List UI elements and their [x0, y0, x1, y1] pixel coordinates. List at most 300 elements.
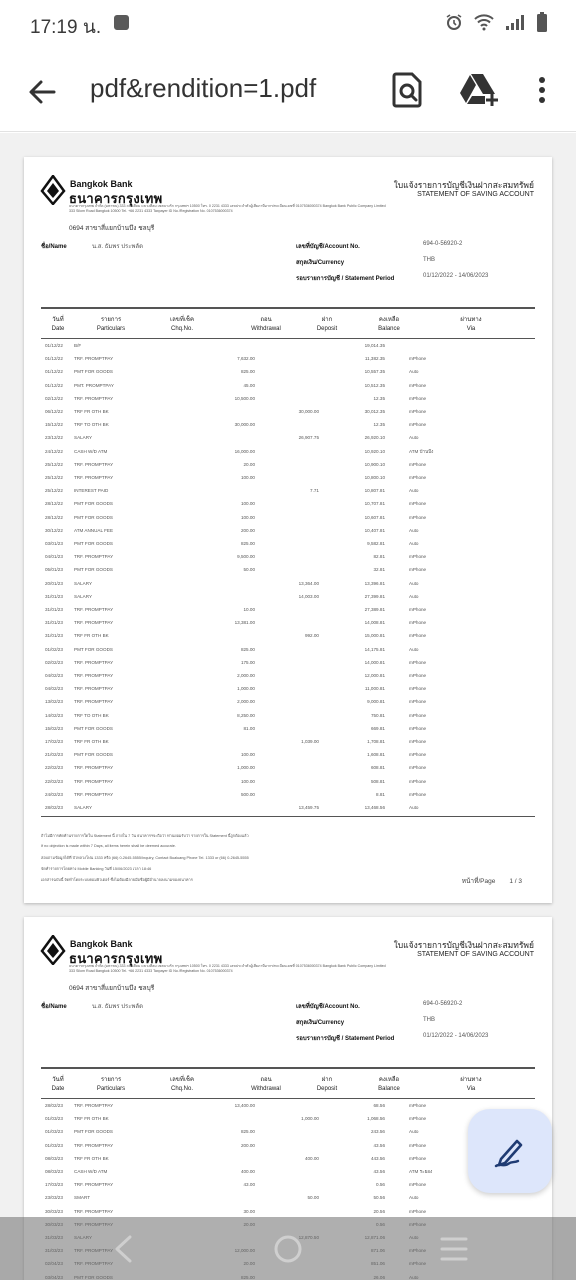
row-date: 01/02/23 — [45, 646, 63, 652]
row-balance: 10,407.81 — [364, 527, 385, 533]
row-via: mPhone — [409, 501, 427, 507]
row-date: 22/02/23 — [45, 778, 63, 784]
row-particulars: TRF. PROMPTPAY — [74, 554, 114, 560]
row-via: mPhone — [409, 659, 427, 665]
row-via: mPhone — [409, 409, 427, 414]
row-date: 20/01/23 — [45, 580, 63, 586]
row-deposit: 26,907.75 — [298, 435, 319, 441]
status-time: 17:19 น. — [30, 17, 102, 38]
row-particulars: B/F — [74, 343, 82, 348]
row-date: 28/02/23 — [45, 805, 63, 810]
bank-logo-icon — [40, 935, 66, 965]
table-row — [41, 538, 535, 551]
row-date: 25/12/22 — [45, 488, 63, 494]
row-withdrawal: 825.00 — [240, 541, 255, 546]
signal-icon — [505, 13, 525, 31]
col-bal-th: คงเหลือ — [378, 317, 400, 323]
row-date: 04/02/23 — [45, 673, 63, 678]
row-date: 30/12/22 — [45, 527, 63, 533]
row-withdrawal: 20.00 — [243, 461, 255, 467]
col-dep-th: ฝาก — [321, 317, 333, 323]
row-via: mPhone — [409, 514, 427, 520]
row-balance: 1,608.81 — [367, 752, 385, 758]
account-label: เลขที่บัญชี/Account No. — [296, 1004, 360, 1010]
row-via: Auto — [409, 805, 419, 810]
row-particulars: TRF. PROMPTPAY — [74, 1103, 114, 1108]
row-via: mPhone — [409, 422, 427, 428]
table-row — [41, 1179, 535, 1192]
col-wd-th: ถอน — [260, 1077, 272, 1083]
row-date: 28/12/22 — [45, 514, 63, 520]
row-particulars: INTEREST PAID — [74, 488, 109, 494]
row-date: 28/02/23 — [45, 1103, 63, 1108]
table-row — [41, 485, 535, 498]
table-row — [41, 1126, 535, 1139]
table-row — [41, 657, 535, 670]
nav-back-icon[interactable] — [110, 1234, 138, 1264]
row-balance: 1,708.81 — [367, 739, 385, 744]
row-via: Auto — [409, 593, 419, 599]
row-particulars: PMT FOR GOODS — [74, 725, 113, 731]
row-deposit: 992.00 — [304, 633, 319, 639]
row-balance: 443.56 — [370, 1155, 385, 1161]
row-balance: 43.56 — [373, 1142, 385, 1148]
currency-label: สกุลเงิน/Currency — [296, 260, 345, 266]
row-via: Auto — [409, 1129, 419, 1135]
app-toolbar — [0, 48, 576, 132]
row-deposit: 13,459.75 — [298, 805, 319, 810]
row-withdrawal: 100.00 — [240, 501, 255, 507]
row-withdrawal: 200.00 — [240, 527, 255, 533]
bank-logo-icon — [40, 175, 66, 205]
row-date: 01/12/22 — [45, 369, 63, 375]
row-particulars: TRF. PROMPTPAY — [74, 791, 114, 797]
row-deposit: 50.00 — [307, 1195, 319, 1201]
row-particulars: TRF. PROMPTPAY — [74, 765, 114, 771]
row-via: mPhone — [409, 395, 427, 401]
col-via-en: Via — [466, 1086, 476, 1092]
bank-address: ธนาคารกรุงเทพ จำกัด (มหาชน) 333 ถนนสีลม แขวงสีลม เขตบางรัก กรุงเทพฯ 10500 โทร. 0 2231 4333 เลขประจำตัวผู้เสียภาษีอากร/ทะเบียนเลขที่ 0107536000374 Bangkok Bank Public Company Limited 333 Silom Road Bangkok 10500 Tel. +66 2231 4333 Taxpayer ID No./Registration No. 0107536000374 — [69, 964, 386, 973]
row-particulars: TRF. PROMPTPAY — [74, 659, 114, 665]
alarm-icon — [445, 13, 463, 31]
row-balance: 750.81 — [370, 712, 385, 718]
row-withdrawal: 825.00 — [240, 646, 255, 652]
row-date: 31/01/23 — [45, 607, 63, 612]
table-row — [41, 446, 535, 459]
pen-edit-icon — [493, 1133, 527, 1169]
bank-name-th: ธนาคารกรุงเทพ — [69, 951, 163, 966]
row-withdrawal: 1,000.00 — [237, 765, 255, 771]
row-date: 30/03/23 — [45, 1208, 63, 1214]
row-balance: 10,920.10 — [364, 448, 385, 454]
row-particulars: PMT FOR GOODS — [74, 541, 113, 546]
row-date: 17/03/23 — [45, 1182, 63, 1188]
row-particulars: TRF FR OTH BK — [74, 633, 109, 639]
row-balance: 82.81 — [373, 554, 385, 560]
notification-icon — [114, 15, 129, 30]
col-bal-en: Balance — [378, 326, 400, 332]
statement-title-th: ใบแจ้งรายการบัญชีเงินฝากสะสมทรัพย์ — [393, 180, 534, 190]
col-date-en: Date — [51, 1086, 65, 1092]
table-row — [41, 578, 535, 591]
col-bal-th: คงเหลือ — [378, 1077, 400, 1083]
row-particulars: CASH W/D ATM — [74, 448, 108, 454]
row-particulars: TRF FR OTH BK — [74, 1155, 109, 1161]
col-wd-en: Withdrawal — [251, 326, 281, 332]
col-chq-en: Chq.No. — [170, 326, 193, 332]
row-via: mPhone — [409, 1116, 427, 1122]
row-date: 06/12/22 — [45, 409, 63, 414]
table-top-rule — [41, 307, 535, 309]
row-balance: 11,382.35 — [364, 356, 385, 362]
table-row — [41, 1140, 535, 1153]
row-particulars: TRF. PROMPTPAY — [74, 1142, 114, 1148]
table-row — [41, 340, 535, 353]
annotate-button[interactable] — [468, 1109, 552, 1193]
row-particulars: TRF. PROMPTPAY — [74, 607, 114, 612]
col-bal-en: Balance — [378, 1086, 400, 1092]
row-balance: 26,920.10 — [364, 435, 385, 441]
table-row — [41, 696, 535, 709]
row-particulars: TRF. PROMPTPAY — [74, 395, 114, 401]
row-particulars: TRF. PROMPTPAY — [74, 1182, 114, 1188]
row-date: 25/12/22 — [45, 475, 63, 480]
row-particulars: TRF. PROMPTPAY — [74, 686, 114, 692]
wifi-icon — [474, 13, 494, 31]
row-withdrawal: 100.00 — [240, 778, 255, 784]
row-balance: 10,557.35 — [364, 369, 385, 375]
row-via: mPhone — [409, 699, 427, 705]
row-particulars: PMT FOR GOODS — [74, 501, 113, 507]
table-row — [41, 406, 535, 419]
row-particulars: PMT FOR GOODS — [74, 1129, 113, 1135]
row-via: mPhone — [409, 607, 427, 612]
row-via: mPhone — [409, 1208, 427, 1214]
footer-line: จัดทำรายการโดยทาง Mobile Banking วันที่ 15/06/2023 เวลา 18:46 — [41, 867, 152, 871]
row-date: 22/02/23 — [45, 765, 63, 771]
period-value: 01/12/2022 - 14/06/2023 — [423, 273, 489, 279]
row-via: Auto — [409, 646, 419, 652]
period-value: 01/12/2022 - 14/06/2023 — [423, 1033, 489, 1039]
row-withdrawal: 200.00 — [240, 1142, 255, 1148]
row-particulars: TRF. PROMPTPAY — [74, 778, 114, 784]
row-balance: 12,000.81 — [364, 673, 385, 678]
col-via-th: ผ่านทาง — [460, 1077, 482, 1083]
col-wd-th: ถอน — [260, 317, 272, 323]
add-to-drive-icon[interactable] — [458, 70, 500, 110]
row-date: 25/12/22 — [45, 461, 63, 467]
footer-line: ถ้าไม่มีการคัดค้านรายการใดใน Statement นี้ ภายใน 7 วัน ธนาคารฯจะถือว่า ท่านยอมรับว่า รายการใน Statement นี้ถูกต้องแล้ว — [41, 834, 249, 838]
row-via: mPhone — [409, 725, 427, 731]
row-balance: 20.56 — [373, 1208, 385, 1214]
row-particulars: PMT FOR GOODS — [74, 514, 113, 520]
row-deposit: 1,039.00 — [301, 739, 319, 744]
row-withdrawal: 7,632.00 — [237, 356, 255, 362]
row-balance: 9,000.81 — [367, 699, 385, 705]
table-row — [41, 380, 535, 393]
row-via: mPhone — [409, 567, 427, 573]
row-particulars: TRF. PROMPTPAY — [74, 356, 114, 362]
row-withdrawal: 2,000.00 — [237, 673, 255, 678]
table-row — [41, 736, 535, 749]
row-withdrawal: 10.00 — [243, 607, 255, 612]
row-via: Auto — [409, 488, 419, 494]
row-particulars: TRF TO OTH BK — [74, 422, 109, 428]
row-date: 08/03/23 — [45, 1169, 63, 1174]
table-row — [41, 644, 535, 657]
table-header-rule — [41, 1098, 535, 1099]
statement-title-en: STATEMENT OF SAVING ACCOUNT — [417, 191, 534, 198]
col-dep-en: Deposit — [316, 326, 338, 332]
status-bar — [0, 0, 576, 48]
row-withdrawal: 100.00 — [240, 475, 255, 480]
row-balance: 12.35 — [373, 395, 385, 401]
row-particulars: CASH W/D ATM — [74, 1169, 108, 1174]
currency-value: THB — [423, 1017, 435, 1023]
currency-label: สกุลเงิน/Currency — [296, 1020, 345, 1026]
row-via: mPhone — [409, 461, 427, 467]
row-withdrawal: 30.00 — [243, 1208, 255, 1214]
row-particulars: SALARY — [74, 580, 93, 586]
row-date: 01/12/22 — [45, 382, 63, 388]
row-particulars: SMART — [74, 1195, 90, 1201]
row-via: mPhone — [409, 752, 427, 758]
row-via: mPhone — [409, 778, 427, 784]
nav-home-icon[interactable] — [272, 1233, 304, 1265]
row-via: mPhone — [409, 673, 427, 678]
row-balance: 13,468.56 — [364, 805, 385, 810]
table-row — [41, 564, 535, 577]
row-via: mPhone — [409, 1155, 427, 1161]
account-value: 694-0-56920-2 — [423, 241, 463, 247]
table-row — [41, 802, 535, 815]
table-row — [41, 723, 535, 736]
row-via: mPhone — [409, 1103, 427, 1108]
table-row — [41, 419, 535, 432]
col-chq-th: เลขที่เช็ค — [170, 1077, 194, 1083]
branch-name: 0694 สาขาสี่แยกบ้านบึง ชลบุรี — [69, 225, 155, 232]
table-row — [41, 776, 535, 789]
row-date: 17/02/23 — [45, 739, 63, 744]
statement-title-en: STATEMENT OF SAVING ACCOUNT — [417, 951, 534, 958]
row-balance: 43.56 — [373, 1169, 385, 1174]
row-withdrawal: 9,500.00 — [237, 554, 255, 560]
battery-icon — [536, 12, 548, 32]
statement-title-th: ใบแจ้งรายการบัญชีเงินฝากสะสมทรัพย์ — [393, 940, 534, 950]
row-date: 21/02/23 — [45, 752, 63, 758]
row-via: mPhone — [409, 739, 427, 744]
row-deposit: 13,364.00 — [298, 580, 319, 586]
more-options-icon[interactable] — [532, 70, 552, 110]
row-particulars: PMT FOR GOODS — [74, 646, 113, 652]
row-balance: 9,582.81 — [367, 541, 385, 546]
row-balance: 0.56 — [376, 1182, 385, 1188]
table-row — [41, 604, 535, 617]
row-particulars: PMT. PROMPTPAY — [74, 382, 114, 388]
account-value: 694-0-56920-2 — [423, 1001, 463, 1007]
footer-line: If no objection is made within 7 Days, all items herein shall be deemed accurate. — [41, 844, 176, 848]
row-particulars: PMT FOR GOODS — [74, 369, 113, 375]
pdf-viewer[interactable] — [0, 133, 576, 1280]
row-balance: 68.56 — [373, 1103, 385, 1108]
row-particulars: SALARY — [74, 593, 93, 599]
row-date: 23/03/23 — [45, 1195, 63, 1201]
row-deposit: 400.00 — [304, 1155, 319, 1161]
bank-name-th: ธนาคารกรุงเทพ — [69, 191, 163, 206]
row-particulars: TRF TO OTH BK — [74, 712, 109, 718]
row-particulars: TRF. PROMPTPAY — [74, 1208, 114, 1214]
row-particulars: TRF FR OTH BK — [74, 739, 109, 744]
document-title: pdf&rendition=1.pdf — [90, 73, 317, 103]
row-date: 05/01/23 — [45, 567, 63, 573]
table-row — [41, 525, 535, 538]
row-particulars: TRF. PROMPTPAY — [74, 620, 114, 626]
bank-name-en: Bangkok Bank — [70, 939, 133, 949]
status-icons — [445, 12, 548, 32]
row-date: 08/03/23 — [45, 1155, 63, 1161]
row-balance: 669.81 — [370, 725, 385, 731]
table-row — [41, 683, 535, 696]
row-balance: 14,000.81 — [364, 659, 385, 665]
row-date: 01/03/23 — [45, 1129, 63, 1135]
name-label: ชื่อ/Name — [41, 244, 67, 250]
row-date: 01/12/22 — [45, 356, 63, 362]
col-date-th: วันที่ — [52, 317, 64, 323]
row-date: 13/02/23 — [45, 699, 63, 705]
row-particulars: PMT FOR GOODS — [74, 567, 113, 573]
table-row — [41, 1113, 535, 1126]
row-balance: 8.81 — [376, 791, 385, 797]
row-particulars: TRF. PROMPTPAY — [74, 699, 114, 705]
account-label: เลขที่บัญชี/Account No. — [296, 244, 360, 250]
col-via-en: Via — [466, 326, 476, 332]
row-withdrawal: 825.00 — [240, 369, 255, 375]
table-row — [41, 617, 535, 630]
row-balance: 12.35 — [373, 422, 385, 428]
col-chq-th: เลขที่เช็ค — [170, 317, 194, 323]
name-value: น.ส. ธัมพร ประพลัด — [92, 244, 144, 250]
row-date: 31/01/23 — [45, 620, 63, 626]
table-row — [41, 1100, 535, 1113]
row-via: mPhone — [409, 633, 427, 639]
row-via: mPhone — [409, 1142, 427, 1148]
search-document-icon[interactable] — [390, 70, 426, 110]
row-via: Auto — [409, 527, 419, 533]
row-withdrawal: 500.00 — [240, 791, 255, 797]
row-via: mPhone — [409, 475, 427, 480]
row-withdrawal: 825.00 — [240, 1129, 255, 1135]
row-balance: 15,000.81 — [364, 633, 385, 639]
bank-name-en: Bangkok Bank — [70, 179, 133, 189]
row-balance: 19,014.35 — [364, 343, 385, 348]
row-date: 15/02/23 — [45, 725, 63, 731]
table-row — [41, 1166, 535, 1179]
col-date-th: วันที่ — [52, 1077, 64, 1083]
row-date: 31/01/23 — [45, 593, 63, 599]
row-particulars: PMT FOR GOODS — [74, 752, 113, 758]
row-date: 15/12/22 — [45, 422, 63, 428]
col-dep-th: ฝาก — [321, 1077, 333, 1083]
table-bottom-rule — [41, 816, 535, 817]
row-withdrawal: 16,000.00 — [234, 448, 255, 454]
bank-address: ธนาคารกรุงเทพ จำกัด (มหาชน) 333 ถนนสีลม แขวงสีลม เขตบางรัก กรุงเทพฯ 10500 โทร. 0 2231 4333 เลขประจำตัวผู้เสียภาษีอากร/ทะเบียนเลขที่ 0107536000374 Bangkok Bank Public Company Limited 333 Silom Road Bangkok 10500 Tel. +66 2231 4333 Taxpayer ID No./Registration No. 0107536000374 — [69, 204, 386, 213]
row-balance: 27,399.81 — [364, 593, 385, 599]
row-balance: 10,512.35 — [364, 382, 385, 388]
row-balance: 10,800.10 — [364, 475, 385, 480]
row-particulars: TRF. PROMPTPAY — [74, 673, 114, 678]
table-row — [41, 789, 535, 802]
row-balance: 14,008.81 — [364, 620, 385, 626]
row-balance: 11,000.81 — [364, 686, 385, 692]
table-row — [41, 670, 535, 683]
row-withdrawal: 8,250.00 — [237, 712, 255, 718]
system-nav-bar — [0, 1217, 576, 1280]
col-date-en: Date — [51, 326, 65, 332]
table-row — [41, 1153, 535, 1166]
row-balance: 10,607.81 — [364, 514, 385, 520]
row-particulars: TRF. PROMPTPAY — [74, 461, 114, 467]
row-date: 02/12/22 — [45, 395, 63, 401]
row-via: ATM ระยอง — [409, 1169, 433, 1174]
row-particulars: TRF FR OTH BK — [74, 1116, 109, 1122]
pdf-page-1 — [24, 157, 552, 903]
currency-value: THB — [423, 257, 435, 263]
table-row — [41, 472, 535, 485]
row-withdrawal: 13,381.00 — [234, 620, 255, 626]
row-via: mPhone — [409, 620, 427, 626]
row-via: ATM บ้านบึง — [409, 448, 434, 454]
table-header-rule — [41, 338, 535, 339]
row-withdrawal: 1,000.00 — [237, 686, 255, 692]
row-date: 04/02/23 — [45, 686, 63, 692]
row-balance: 608.81 — [370, 765, 385, 771]
row-withdrawal: 45.00 — [243, 382, 255, 388]
row-balance: 10,807.81 — [364, 488, 385, 494]
row-withdrawal: 400.00 — [240, 1169, 255, 1174]
col-dep-en: Deposit — [316, 1086, 338, 1092]
col-part-th: รายการ — [100, 317, 122, 323]
row-via: Auto — [409, 435, 419, 441]
row-withdrawal: 50.00 — [243, 567, 255, 573]
back-arrow-icon[interactable] — [22, 72, 62, 112]
footer-line: เอกสารฉบับนี้ จัดทำโดยระบบคอมพิวเตอร์ ซึ่งไม่ต้องมีลายมือชื่อผู้มีอำนาจลงนามของธนาคาร — [41, 878, 193, 882]
row-balance: 243.56 — [370, 1129, 385, 1135]
row-date: 03/01/23 — [45, 541, 63, 546]
row-via: Auto — [409, 580, 419, 586]
row-date: 24/02/23 — [45, 791, 63, 797]
table-row — [41, 512, 535, 525]
row-via: mPhone — [409, 1182, 427, 1188]
row-balance: 50.56 — [373, 1195, 385, 1201]
row-via: Auto — [409, 1195, 419, 1201]
row-date: 01/03/23 — [45, 1116, 63, 1122]
row-particulars: SALARY — [74, 805, 93, 810]
row-balance: 27,389.81 — [364, 607, 385, 612]
row-deposit: 30,000.00 — [298, 409, 319, 414]
row-date: 01/03/23 — [45, 1142, 63, 1148]
nav-recents-icon[interactable] — [440, 1236, 468, 1262]
row-via: mPhone — [409, 686, 427, 692]
name-value: น.ส. ธัมพร ประพลัด — [92, 1004, 144, 1010]
row-deposit: 7.71 — [310, 488, 319, 494]
table-row — [41, 591, 535, 604]
footer-line: สอบถามข้อมูลได้ที่ บัวหลวงโฟน 1333 หรือ (66) 0-2645-5555/Inquiry, Contact Bualuang Phone Tel. 1333 or (66) 0-2645-5555 — [41, 856, 249, 860]
col-part-en: Particulars — [96, 326, 126, 332]
row-balance: 14,175.81 — [364, 646, 385, 652]
row-via: mPhone — [409, 791, 427, 797]
row-via: Auto — [409, 369, 419, 375]
row-date: 28/12/22 — [45, 501, 63, 507]
